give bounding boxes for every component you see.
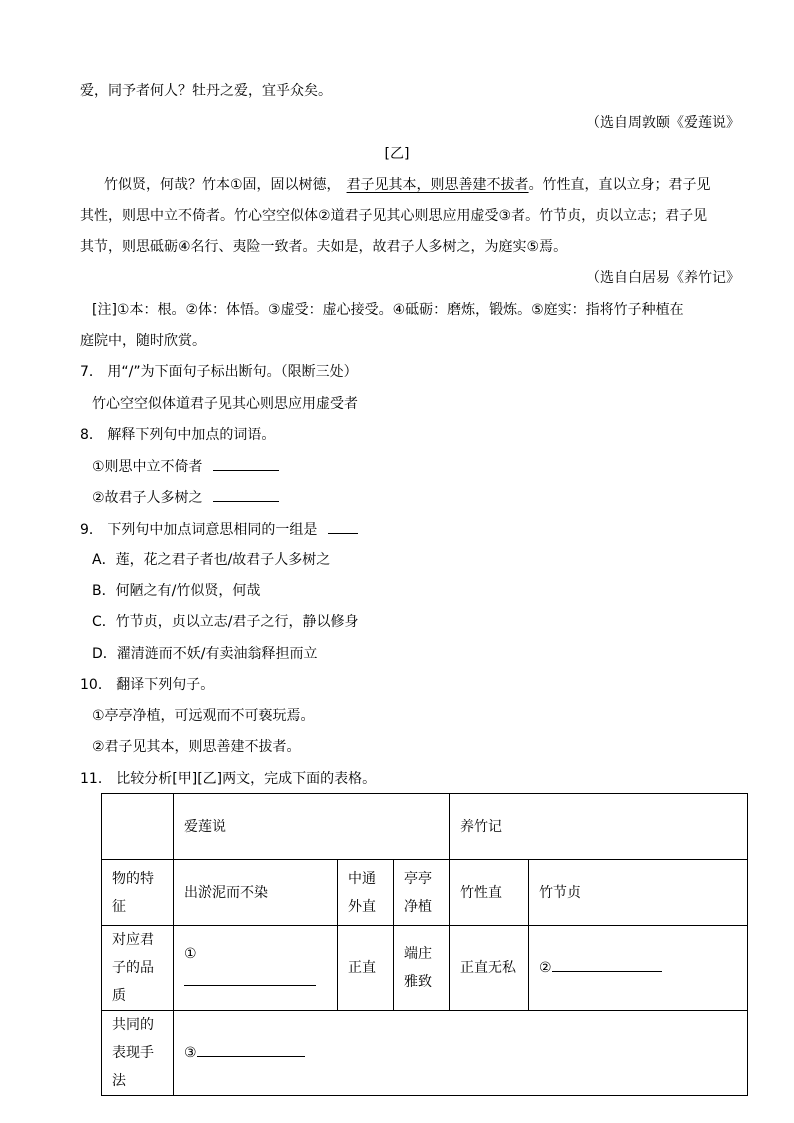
source-citation-jia: （选自周敦颐《爱莲说》 [586, 115, 740, 131]
question-7-sentence: 竹心空空似体道君子见其心则思应用虚受者 [92, 396, 358, 412]
cell-feature-3: 亭亭净植 [394, 860, 450, 926]
table-header-row [102, 794, 748, 860]
question-10: 10． 翻译下列句子。 [80, 677, 215, 693]
row-label-qualities: 对应君子的品质 [102, 926, 174, 1011]
table-row [102, 860, 748, 926]
source-citation-yi: （选自白居易《养竹记》 [586, 270, 740, 286]
question-10-item-2: ②君子见其本，则思善建不拔者。 [92, 739, 301, 755]
blank-number-1: ① [184, 946, 197, 962]
question-9 [80, 519, 358, 540]
passage-yi-line-1 [104, 175, 711, 195]
passage-yi-line-2: 其性，则思中立不倚者。竹心空空似体②道君子见其心则思应用虚受③者。竹节贞，贞以立志；君子见 [80, 208, 708, 224]
notes-line-2: 庭院中，随时欣赏。 [80, 333, 206, 349]
comparison-table [101, 793, 748, 1096]
answer-blank-11-1[interactable] [184, 971, 316, 986]
table-row [102, 1011, 748, 1096]
answer-blank-11-3[interactable] [197, 1042, 305, 1057]
answer-blank-8-1[interactable] [213, 456, 279, 471]
cell-technique[interactable] [174, 1011, 748, 1096]
option-c[interactable]: C．竹节贞，贞以立志/君子之行，静以修身 [92, 614, 359, 630]
answer-blank-11-2[interactable] [552, 957, 662, 972]
cell-feature-1: 出淤泥而不染 [174, 860, 338, 926]
passage-yi-line-3: 其节，则思砥砺④名行、夷险一致者。夫如是，故君子人多树之，为庭实⑤焉。 [80, 239, 568, 255]
cell-quality-4: 正直无私 [450, 926, 529, 1011]
cell-feature-2: 中通外直 [338, 860, 394, 926]
passage-yi-title: [乙] [384, 146, 410, 162]
question-8-item-1-text: ①则思中立不倚者 [92, 459, 203, 475]
table-corner-cell [102, 794, 174, 860]
question-11: 11． 比较分析[甲][乙]两文，完成下面的表格。 [80, 771, 377, 787]
question-7: 7． 用“/”为下面句子标出断句。（限断三处） [80, 364, 358, 380]
blank-number-3: ③ [184, 1045, 197, 1061]
table-header-lian: 爱莲说 [174, 794, 450, 860]
row-label-features: 物的特征 [102, 860, 174, 926]
question-8-item-2 [92, 487, 279, 508]
question-8: 8． 解释下列句中加点的词语。 [80, 427, 276, 443]
question-8-item-1 [92, 456, 279, 477]
cell-quality-2: 正直 [338, 926, 394, 1011]
answer-blank-8-2[interactable] [213, 487, 279, 502]
cell-feature-4: 竹性直 [450, 860, 529, 926]
table-header-zhu: 养竹记 [450, 794, 748, 860]
table-row [102, 926, 748, 1011]
cell-quality-5[interactable] [529, 926, 748, 1011]
question-8-item-2-text: ②故君子人多树之 [92, 490, 203, 506]
answer-blank-9[interactable] [328, 519, 358, 534]
cell-quality-3: 端庄雅致 [394, 926, 450, 1011]
cell-feature-5: 竹节贞 [529, 860, 748, 926]
passage-jia-tail: 爱，同予者何人？牡丹之爱，宜乎众矣。 [80, 83, 332, 99]
option-a[interactable]: A．莲，花之君子者也/故君子人多树之 [92, 552, 331, 568]
option-d[interactable]: D．濯清涟而不妖/有卖油翁释担而立 [92, 646, 318, 662]
underlined-sentence: 君子见其本，则思善建不拔者 [346, 177, 529, 193]
passage-yi-line-1-start: 竹似贤，何哉？竹本①固，固以树德， [104, 177, 341, 193]
notes-line-1: [注]①本：根。②体：体悟。③虚受：虚心接受。④砥砺：磨炼，锻炼。⑤庭实：指将竹子种植在 [92, 302, 684, 318]
row-label-technique: 共同的表现手法 [102, 1011, 174, 1096]
passage-yi-line-1-end: 。竹性直，直以立身；君子见 [528, 177, 711, 193]
question-10-item-1: ①亭亭净植，可远观而不可亵玩焉。 [92, 708, 315, 724]
option-b[interactable]: B．何陋之有/竹似贤，何哉 [92, 583, 261, 599]
cell-quality-1[interactable] [174, 926, 338, 1011]
blank-number-2: ② [539, 960, 552, 976]
question-9-text: 9． 下列句中加点词意思相同的一组是 [80, 522, 318, 538]
